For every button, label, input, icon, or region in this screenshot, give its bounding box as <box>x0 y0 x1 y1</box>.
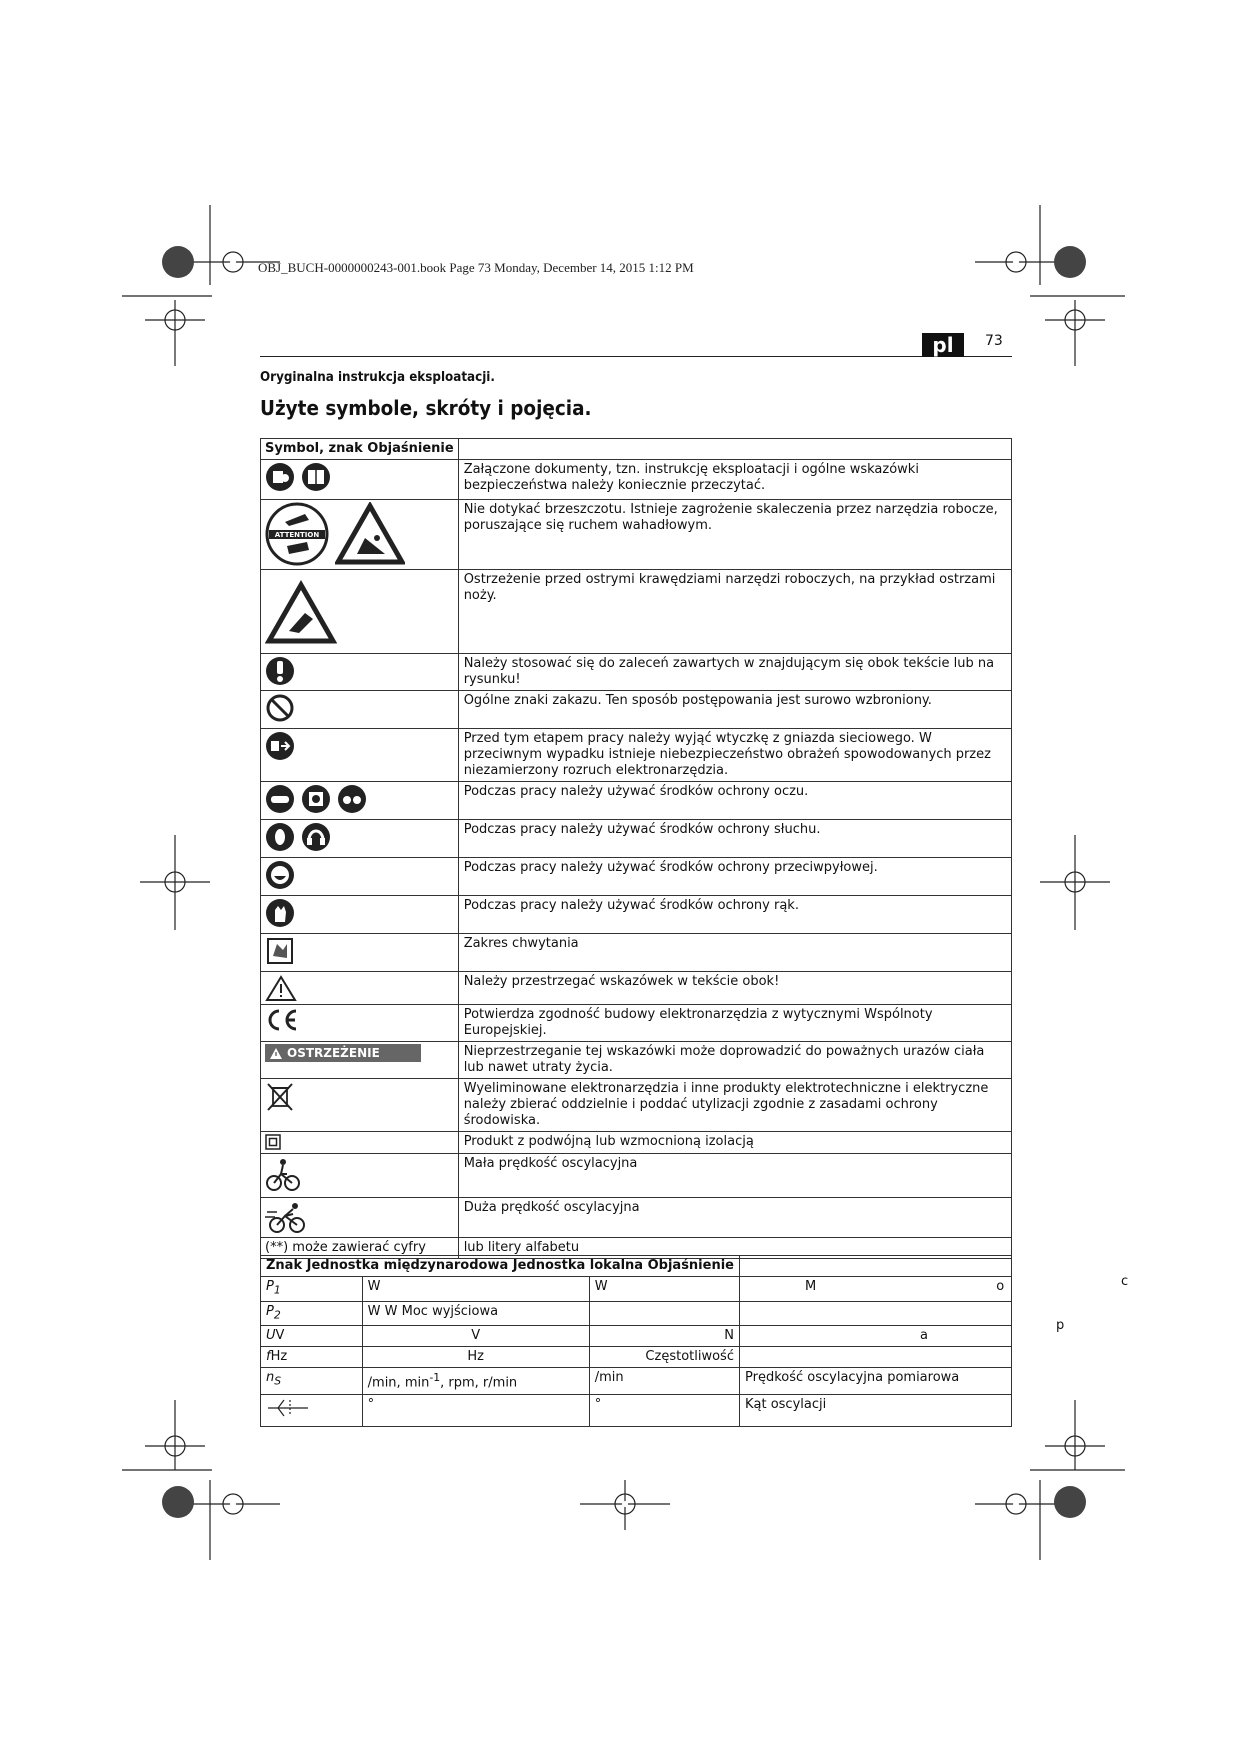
local-unit: Częstotliwość <box>589 1347 739 1368</box>
table-row <box>261 1277 1012 1302</box>
table-row <box>261 500 1012 570</box>
intl-unit: W <box>362 1277 589 1302</box>
unit-symbol: UV <box>261 1326 363 1347</box>
table-row <box>261 1132 1012 1154</box>
explanation: Podczas pracy należy używać środków ochrony słuchu. <box>458 820 1011 858</box>
crossed-bin-icon <box>265 1081 295 1113</box>
explanation: Podczas pracy należy używać środków ochrony przeciwpyłowej. <box>458 858 1011 896</box>
table-row <box>261 782 1012 820</box>
language-tab: pl <box>922 333 964 357</box>
table-row <box>261 1347 1012 1368</box>
ce-mark-icon <box>265 1007 301 1033</box>
exclamation-icon <box>265 656 295 686</box>
explanation: Załączone dokumenty, tzn. instrukcję eksploatacji i ogólne wskazówki bezpieczeństwa należy koniecznie przeczytać. <box>458 460 1011 500</box>
page-number: 73 <box>985 333 1003 349</box>
explanation: Zakres chwytania <box>458 934 1011 972</box>
warning-triangle-icon <box>269 1047 283 1060</box>
table-row <box>261 1368 1012 1394</box>
intl-unit: Hz <box>362 1347 589 1368</box>
dust-mask-icon <box>265 860 295 890</box>
table-row <box>261 820 1012 858</box>
explanation: Podczas pracy należy używać środków ochrony oczu. <box>458 782 1011 820</box>
footnote-right: lub litery alfabetu <box>458 1238 1011 1259</box>
document-subtitle: Oryginalna instrukcja eksploatacji. <box>260 370 495 385</box>
intl-unit: ° <box>362 1394 589 1426</box>
symbols-table <box>260 438 1012 1259</box>
explanation: Prędkość oscylacyjna pomiarowa <box>739 1368 1011 1394</box>
table-row <box>261 460 1012 500</box>
read-manual-icon <box>265 462 295 492</box>
units-table <box>260 1255 1012 1427</box>
table-row <box>261 972 1012 1005</box>
table-row <box>261 1154 1012 1198</box>
fast-bicycle-icon <box>265 1200 309 1234</box>
footnote-left: (**) może zawierać cyfry <box>261 1238 459 1259</box>
table-row <box>261 858 1012 896</box>
explanation: Ogólne znaki zakazu. Ten sposób postępowania jest surowo wzbroniony. <box>458 691 1011 729</box>
table-row <box>261 1301 1012 1326</box>
glasses-icon <box>337 784 367 814</box>
ostrzezenie-label-icon <box>265 1044 421 1062</box>
face-shield-icon <box>301 784 331 814</box>
explanation: a <box>739 1326 1011 1347</box>
explanation: Przed tym etapem pracy należy wyjąć wtyczkę z gniazda sieciowego. W przeciwnym wypadku istnieje niebezpieczeństwo obrażeń spowodowanych przez niezamierzony rozruch elektronarzędzia. <box>458 729 1011 782</box>
attention-blade-icon <box>265 502 329 566</box>
local-unit: /min <box>589 1368 739 1394</box>
file-info: OBJ_BUCH-0000000243-001.book Page 73 Monday, December 14, 2015 1:12 PM <box>258 260 694 275</box>
table-row <box>261 1079 1012 1132</box>
ear-muffs-icon <box>301 822 331 852</box>
ostrzezenie-label: OSTRZEŻENIE <box>287 1046 380 1060</box>
table-row <box>261 570 1012 654</box>
table-row <box>261 896 1012 934</box>
local-unit: N <box>589 1326 739 1347</box>
table-row <box>261 1198 1012 1238</box>
explanation: M <box>804 1279 817 1294</box>
local-unit: ° <box>589 1394 739 1426</box>
book-icon <box>301 462 331 492</box>
explanation: Należy przestrzegać wskazówek w tekście obok! <box>458 972 1011 1005</box>
section-title: Użyte symbole, skróty i pojęcia. <box>260 396 592 420</box>
explanation: Nie dotykać brzeszczotu. Istnieje zagrożenie skaleczenia przez narzędzia robocze, poruszające się ruchem wahadłowym. <box>458 500 1011 570</box>
stray-char: c <box>1121 1274 1129 1289</box>
table-row <box>261 729 1012 782</box>
table-header: Znak Jednostka międzynarodowa Jednostka lokalna Objaśnienie <box>261 1256 740 1277</box>
explanation: Produkt z podwójną lub wzmocnioną izolacją <box>458 1132 1011 1154</box>
local-unit <box>589 1301 739 1326</box>
oscillation-angle-icon <box>266 1397 310 1419</box>
explanation: Kąt oscylacji <box>739 1394 1011 1426</box>
unit-symbol: $P_1$ <box>261 1277 363 1302</box>
goggles-icon <box>265 784 295 814</box>
header-rule <box>260 356 1012 357</box>
explanation: Wyeliminowane elektronarzędzia i inne produkty elektrotechniczne i elektryczne należy zbierać oddzielnie i poddać utylizacji zgodnie z zasadami ochrony środowiska. <box>458 1079 1011 1132</box>
local-unit: W <box>589 1277 739 1302</box>
explanation: Mała prędkość oscylacyjna <box>458 1154 1011 1198</box>
table-row <box>261 654 1012 691</box>
explanation <box>739 1301 1011 1326</box>
slow-bicycle-icon <box>265 1156 301 1192</box>
explanation: Ostrzeżenie przed ostrymi krawędziami narzędzi roboczych, na przykład ostrzami noży. <box>458 570 1011 654</box>
unit-symbol: $n_S$ <box>261 1368 363 1394</box>
explanation: Podczas pracy należy używać środków ochrony rąk. <box>458 896 1011 934</box>
explanation-fragment: o <box>996 1279 1005 1294</box>
table-row <box>261 1005 1012 1042</box>
explanation: Należy stosować się do zaleceń zawartych w znajdującym się obok tekście lub na rysunku! <box>458 654 1011 691</box>
sharp-edge-warning-icon <box>265 579 337 645</box>
svg-text:ATTENTION: ATTENTION <box>274 531 320 539</box>
cut-warning-icon <box>335 502 405 566</box>
stray-char: p <box>1056 1318 1065 1333</box>
unplug-icon <box>265 731 295 761</box>
intl-unit: /min, $\min^{-1}$, rpm, r/min <box>362 1368 589 1394</box>
double-insulation-icon <box>265 1134 281 1150</box>
table-header: Symbol, znak Objaśnienie <box>261 439 459 460</box>
warning-triangle-icon <box>265 974 297 1002</box>
table-row <box>261 1326 1012 1347</box>
table-header-row <box>261 1256 1012 1277</box>
ear-protection-icon <box>265 822 295 852</box>
explanation: Potwierdza zgodność budowy elektronarzędzia z wytycznymi Wspólnoty Europejskiej. <box>458 1005 1011 1042</box>
table-header-row <box>261 439 1012 460</box>
intl-unit: V <box>362 1326 589 1347</box>
grip-area-icon <box>265 936 295 966</box>
table-row <box>261 1394 1012 1426</box>
table-row <box>261 691 1012 729</box>
explanation: Nieprzestrzeganie tej wskazówki może doprowadzić do poważnych urazów ciała lub nawet utraty życia. <box>458 1042 1011 1079</box>
table-row <box>261 934 1012 972</box>
prohibition-icon <box>265 693 295 723</box>
unit-symbol: fHz <box>261 1347 363 1368</box>
gloves-icon <box>265 898 295 928</box>
explanation: Duża prędkość oscylacyjna <box>458 1198 1011 1238</box>
unit-symbol: $P_2$ <box>261 1301 363 1326</box>
table-row <box>261 1042 1012 1079</box>
intl-unit: W W Moc wyjściowa <box>362 1301 589 1326</box>
